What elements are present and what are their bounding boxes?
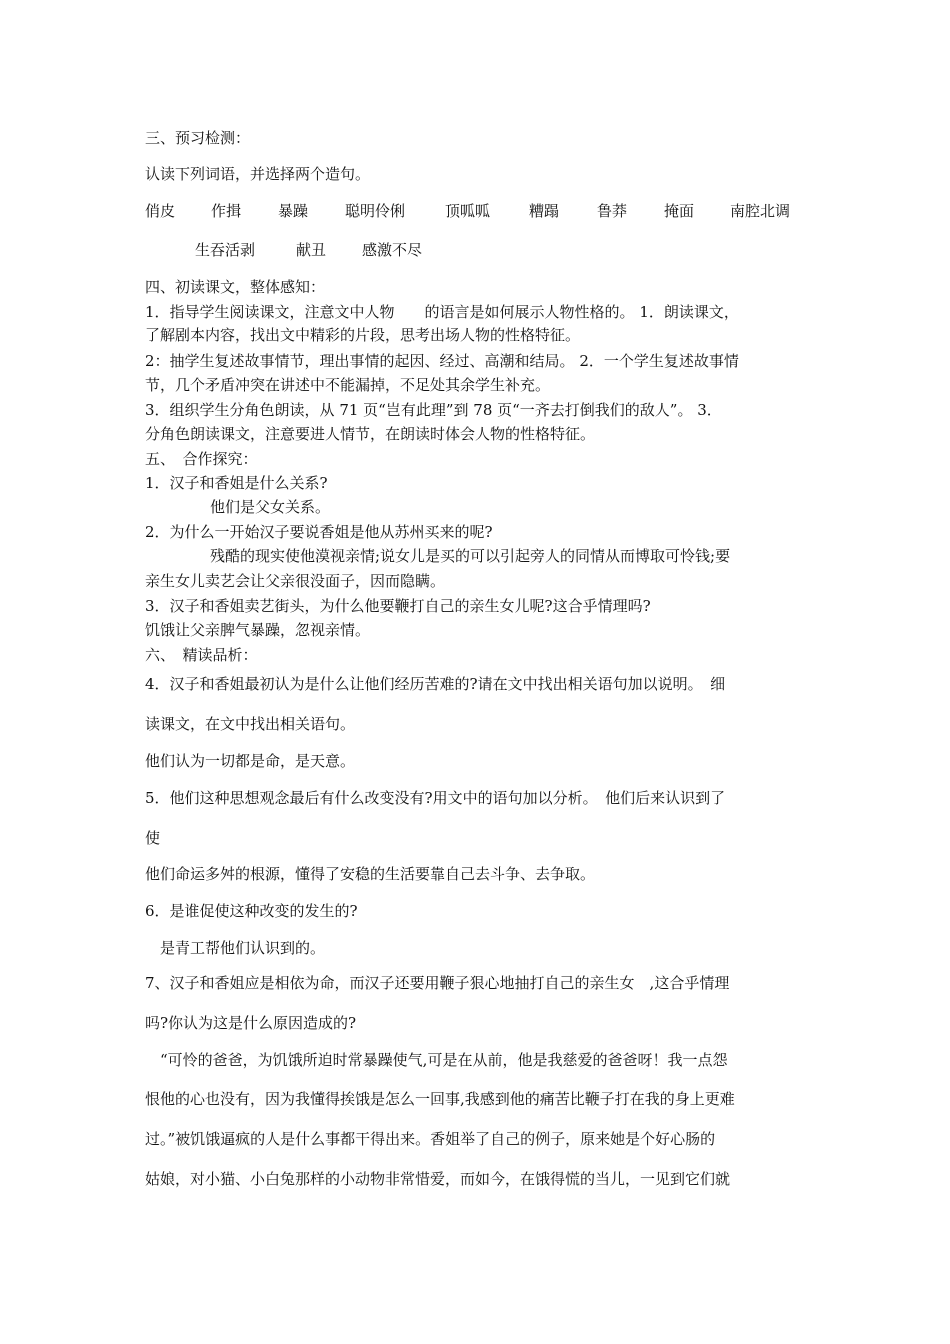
section-3-title: 三、预习检测： xyxy=(145,129,251,147)
paragraph-line: “可怜的爸爸，为饥饿所迫时常暴躁使气,可是在从前，他是我慈爱的爸爸呀！我一点怨 xyxy=(160,1051,728,1069)
paragraph-line: 姑娘，对小猫、小白兔那样的小动物非常惜爱，而如今，在饿得慌的当儿，一见到它们就 xyxy=(145,1170,731,1188)
question-line: 3．汉子和香姐卖艺街头，为什么他要鞭打自己的亲生女儿呢?这合乎情理吗? xyxy=(145,597,651,615)
paragraph-line: 节，几个矛盾冲突在讲述中不能漏掉，不足处其余学生补充。 xyxy=(145,376,551,394)
paragraph-line: 读课文，在文中找出相关语句。 xyxy=(145,715,356,733)
paragraph-line: 1．指导学生阅读课文，注意文中人物 的语言是如何展示人物性格的。 1．朗读课文， xyxy=(145,303,739,321)
question-line: 1．汉子和香姐是什么关系? xyxy=(145,474,328,492)
section-6-title: 六、 精读品析： xyxy=(145,646,258,664)
paragraph-line: 了解剧本内容，找出文中精彩的片段，思考出场人物的性格特征。 xyxy=(145,326,581,344)
word-item: 鲁莽 xyxy=(597,202,628,220)
answer-line: 饥饿让父亲脾气暴躁，忽视亲情。 xyxy=(145,621,371,639)
answer-line: 残酷的现实使他漠视亲情;说女儿是买的可以引起旁人的同情从而博取可怜钱;要 xyxy=(210,547,731,565)
word-item: 掩面 xyxy=(664,202,695,220)
word-item: 感激不尽 xyxy=(362,241,423,259)
paragraph-line: 过。”被饥饿逼疯的人是什么事都干得出来。香姐举了自己的例子，原来她是个好心肠的 xyxy=(145,1130,716,1148)
answer-line: 他们命运多舛的根源，懂得了安稳的生活要靠自己去斗争、去争取。 xyxy=(145,865,596,883)
word-item: 糟蹋 xyxy=(529,202,560,220)
section-4-title: 四、初读课文，整体感知： xyxy=(145,278,326,296)
word-item: 作揖 xyxy=(211,202,242,220)
paragraph-line: 2：抽学生复述故事情节，理出事情的起因、经过、高潮和结局。 2．一个学生复述故事情 xyxy=(145,352,739,370)
answer-line: 是青工帮他们认识到的。 xyxy=(160,939,326,957)
paragraph-line: 吗?你认为这是什么原因造成的? xyxy=(145,1014,357,1032)
paragraph-line: 3．组织学生分角色朗读，从 71 页“岂有此理”到 78 页“一齐去打倒我们的敌人”。 3． xyxy=(145,401,722,419)
word-item: 聪明伶俐 xyxy=(345,202,406,220)
word-item: 南腔北调 xyxy=(730,202,791,220)
word-item: 献丑 xyxy=(296,241,327,259)
question-line: 5．他们这种思想观念最后有什么改变没有?用文中的语句加以分析。 他们后来认识到了 xyxy=(145,789,726,807)
answer-line: 他们是父女关系。 xyxy=(210,498,331,516)
word-item: 暴躁 xyxy=(278,202,309,220)
word-item: 俏皮 xyxy=(145,202,176,220)
answer-line: 他们认为一切都是命，是天意。 xyxy=(145,752,356,770)
question-line: 4．汉子和香姐最初认为是什么让他们经历苦难的?请在文中找出相关语句加以说明。 细 xyxy=(145,675,726,693)
section-5-title: 五、 合作探究： xyxy=(145,450,258,468)
paragraph-line: 恨他的心也没有，因为我懂得挨饿是怎么一回事,我感到他的痛苦比鞭子打在我的身上更难 xyxy=(145,1090,735,1108)
question-line: 2．为什么一开始汉子要说香姐是他从苏州买来的呢? xyxy=(145,523,493,541)
word-item: 顶呱呱 xyxy=(445,202,491,220)
word-item: 生吞活剥 xyxy=(195,241,256,259)
answer-line: 亲生女儿卖艺会让父亲很没面子，因而隐瞒。 xyxy=(145,572,446,590)
paragraph-line: 使 xyxy=(145,829,161,847)
paragraph-line: 分角色朗读课文，注意要进人情节，在朗读时体会人物的性格特征。 xyxy=(145,425,596,443)
question-line: 6．是谁促使这种改变的发生的? xyxy=(145,902,358,920)
question-line: 7、汉子和香姐应是相依为命，而汉子还要用鞭子狠心地抽打自己的亲生女 ,这合乎情理 xyxy=(145,974,730,992)
section-3-instruction: 认读下列词语，并选择两个造句。 xyxy=(145,165,371,183)
